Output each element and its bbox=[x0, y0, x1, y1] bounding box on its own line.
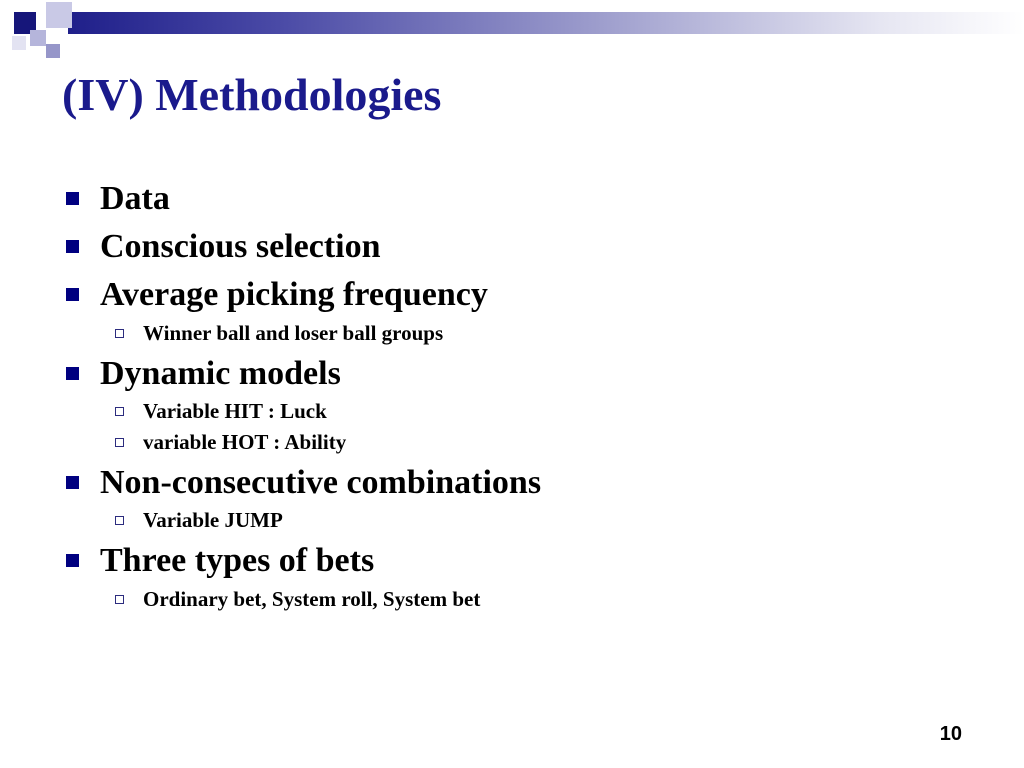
sub-bullet-label: Winner ball and loser ball groups bbox=[143, 321, 444, 345]
bullet-label: Data bbox=[100, 180, 170, 217]
sub-bullet-label: Ordinary bet, System roll, System bet bbox=[143, 587, 481, 611]
square-bullet-icon bbox=[66, 240, 79, 253]
square-bullet-icon bbox=[66, 554, 79, 567]
square-bullet-icon bbox=[66, 476, 79, 489]
bullet-item bbox=[66, 355, 341, 393]
sub-bullet-item bbox=[115, 399, 327, 424]
bullet-item bbox=[66, 542, 374, 580]
square-bullet-icon bbox=[66, 192, 79, 205]
sub-bullet-label: variable HOT : Ability bbox=[143, 430, 347, 454]
sub-bullet-item bbox=[115, 430, 346, 455]
slide-title: (IV) Methodologies bbox=[62, 69, 442, 120]
bullet-label: Average picking frequency bbox=[100, 276, 488, 313]
sub-bullet-item bbox=[115, 587, 480, 612]
bullet-label: Three types of bets bbox=[100, 542, 375, 579]
bullet-item bbox=[66, 276, 488, 314]
sub-bullet-item bbox=[115, 321, 443, 346]
square-bullet-icon bbox=[66, 288, 79, 301]
square-bullet-icon bbox=[66, 367, 79, 380]
hollow-square-bullet-icon bbox=[115, 329, 124, 338]
bullet-label: Non-consecutive combinations bbox=[100, 464, 542, 501]
bullet-label: Conscious selection bbox=[100, 228, 381, 265]
bullet-item bbox=[66, 180, 170, 218]
hollow-square-bullet-icon bbox=[115, 407, 124, 416]
bullet-label: Dynamic models bbox=[100, 355, 341, 392]
sub-bullet-label: Variable HIT : Luck bbox=[143, 399, 327, 423]
hollow-square-bullet-icon bbox=[115, 438, 124, 447]
hollow-square-bullet-icon bbox=[115, 595, 124, 604]
page-number: 10 bbox=[939, 723, 962, 745]
bullet-item bbox=[66, 228, 381, 266]
sub-bullet-item bbox=[115, 508, 283, 533]
bullet-item bbox=[66, 464, 541, 502]
sub-bullet-label: Variable JUMP bbox=[143, 508, 283, 532]
hollow-square-bullet-icon bbox=[115, 516, 124, 525]
